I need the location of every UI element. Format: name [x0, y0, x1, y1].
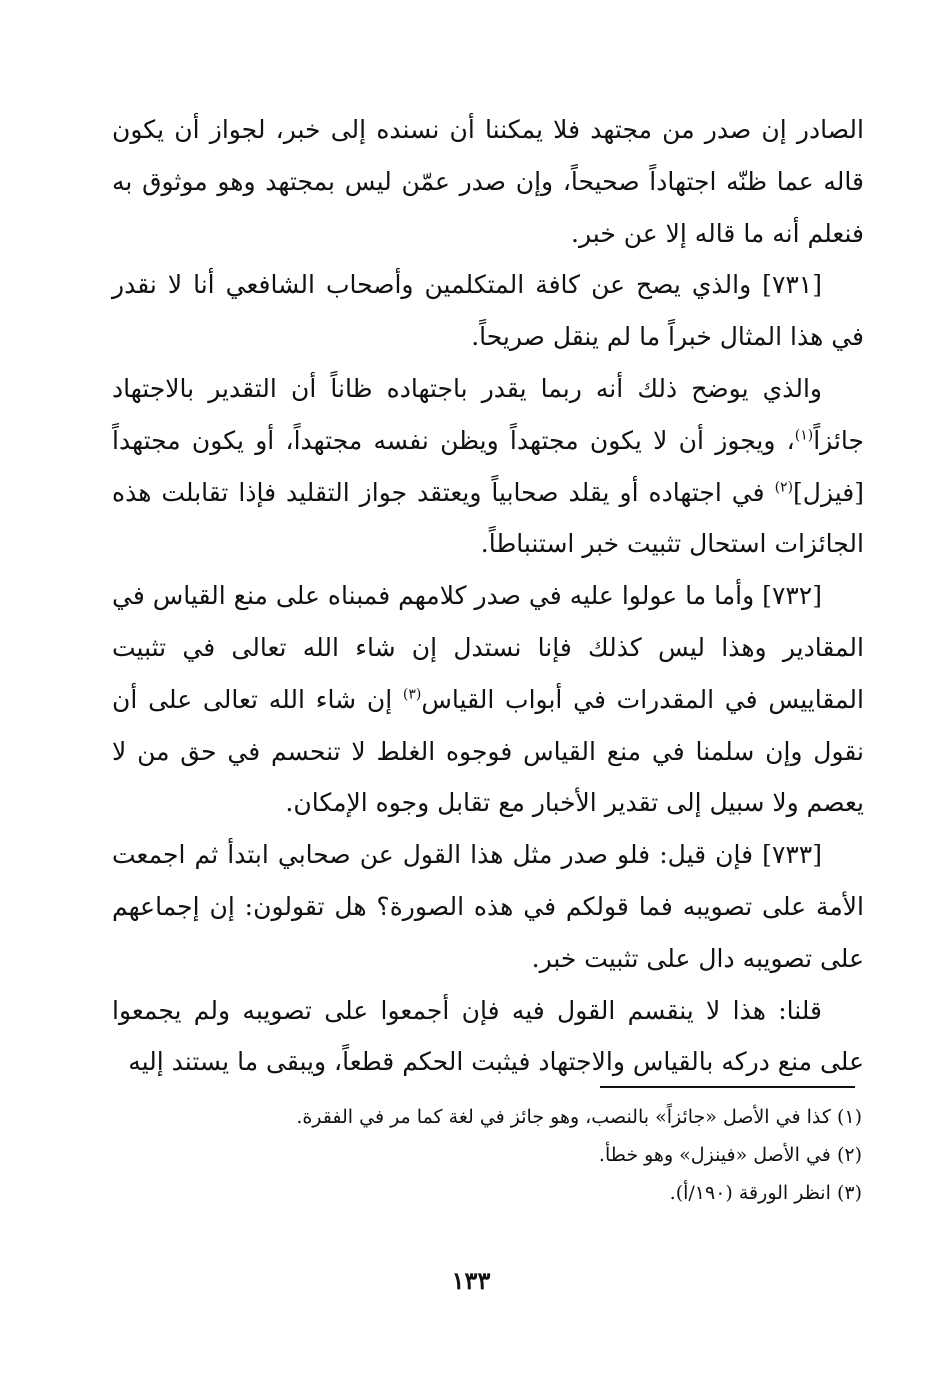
paragraph-text: في اجتهاده أو يقلد صحابياً ويعتقد جواز التقليد فإذا تقابلت هذه الجائزات استحال تثبيت خبر استنباطاً. — [112, 477, 864, 559]
footnote-number: (٣) — [836, 1182, 862, 1204]
paragraph-3 — [112, 363, 864, 570]
footnote-3 — [140, 1174, 862, 1212]
paragraph-733: [٧٣٣] فإن قيل: فلو صدر مثل هذا القول عن صحابي ابتدأ ثم اجمعت الأمة على تصويبه فما قولكم في هذه الصورة؟ هل تقولون: إن إجماعهم على تصويبه دال على تثبيت خبر. — [112, 840, 864, 973]
paragraph-text: [٧٣٢] وأما ما عولوا عليه في صدر كلامهم فمبناه على منع القياس في المقادير وهذا ليس كذلك فإنا نستدل إن شاء الله تعالى في تثبيت المقاييس في المقدرات في أبواب القياس — [112, 581, 864, 714]
paragraph-text: ، ويجوز أن لا يكون مجتهداً ويظن نفسه مجتهداً، أو يكون مجتهداً [فيزل] — [112, 425, 864, 507]
paragraph-731: [٧٣١] والذي يصح عن كافة المتكلمين وأصحاب الشافعي أنا لا نقدر في هذا المثال خبراً ما لم ينقل صريحاً. — [112, 270, 864, 352]
footnote-text: كذا في الأصل «جائزاً» بالنصب، وهو جائز في لغة كما مر في الفقرة. — [296, 1106, 831, 1128]
paragraph-6: قلنا: هذا لا ينقسم القول فيه فإن أجمعوا على تصويبه ولم يجمعوا على منع دركه بالقياس والاجتهاد فيثبت الحكم قطعاً، ويبقى ما يستند إليه — [112, 995, 864, 1077]
footnote-ref: (٢) — [774, 479, 794, 496]
footnote-text: في الأصل «فينزل» وهو خطأ. — [598, 1144, 831, 1166]
footnote-number: (١) — [836, 1106, 862, 1128]
footnote-text: انظر الورقة (١٩٠/أ). — [669, 1182, 831, 1204]
footnote-2 — [140, 1136, 862, 1174]
footnote-ref: (٣) — [402, 686, 422, 703]
paragraph-732 — [112, 570, 864, 829]
footnote-ref: (١) — [794, 427, 814, 444]
paragraph-text: إن شاء الله تعالى على أن نقول وإن سلمنا في منع القياس فوجوه الغلط لا تنحسم في حق من لا يعصم ولا سبيل إلى تقدير الأخبار مع تقابل وجوه الإمكان. — [112, 684, 864, 818]
paragraph-text: والذي يوضح ذلك أنه ربما يقدر باجتهاده ظاناً أن التقدير بالاجتهاد جائزاً — [112, 373, 864, 455]
footnotes — [140, 1098, 862, 1212]
footnote-number: (٢) — [836, 1144, 862, 1166]
main-text — [112, 104, 864, 1088]
paragraph-1: الصادر إن صدر من مجتهد فلا يمكننا أن نسنده إلى خبر، لجواز أن يكون قاله عما ظنّه اجتهاداً صحيحاً، وإن صدر عمّن ليس بمجتهد وهو موثوق به فنعلم أنه ما قاله إلا عن خبر. — [112, 115, 864, 248]
footnote-divider — [600, 1086, 855, 1088]
page-number: ١٣٣ — [451, 1266, 491, 1295]
footnote-1 — [140, 1098, 862, 1136]
